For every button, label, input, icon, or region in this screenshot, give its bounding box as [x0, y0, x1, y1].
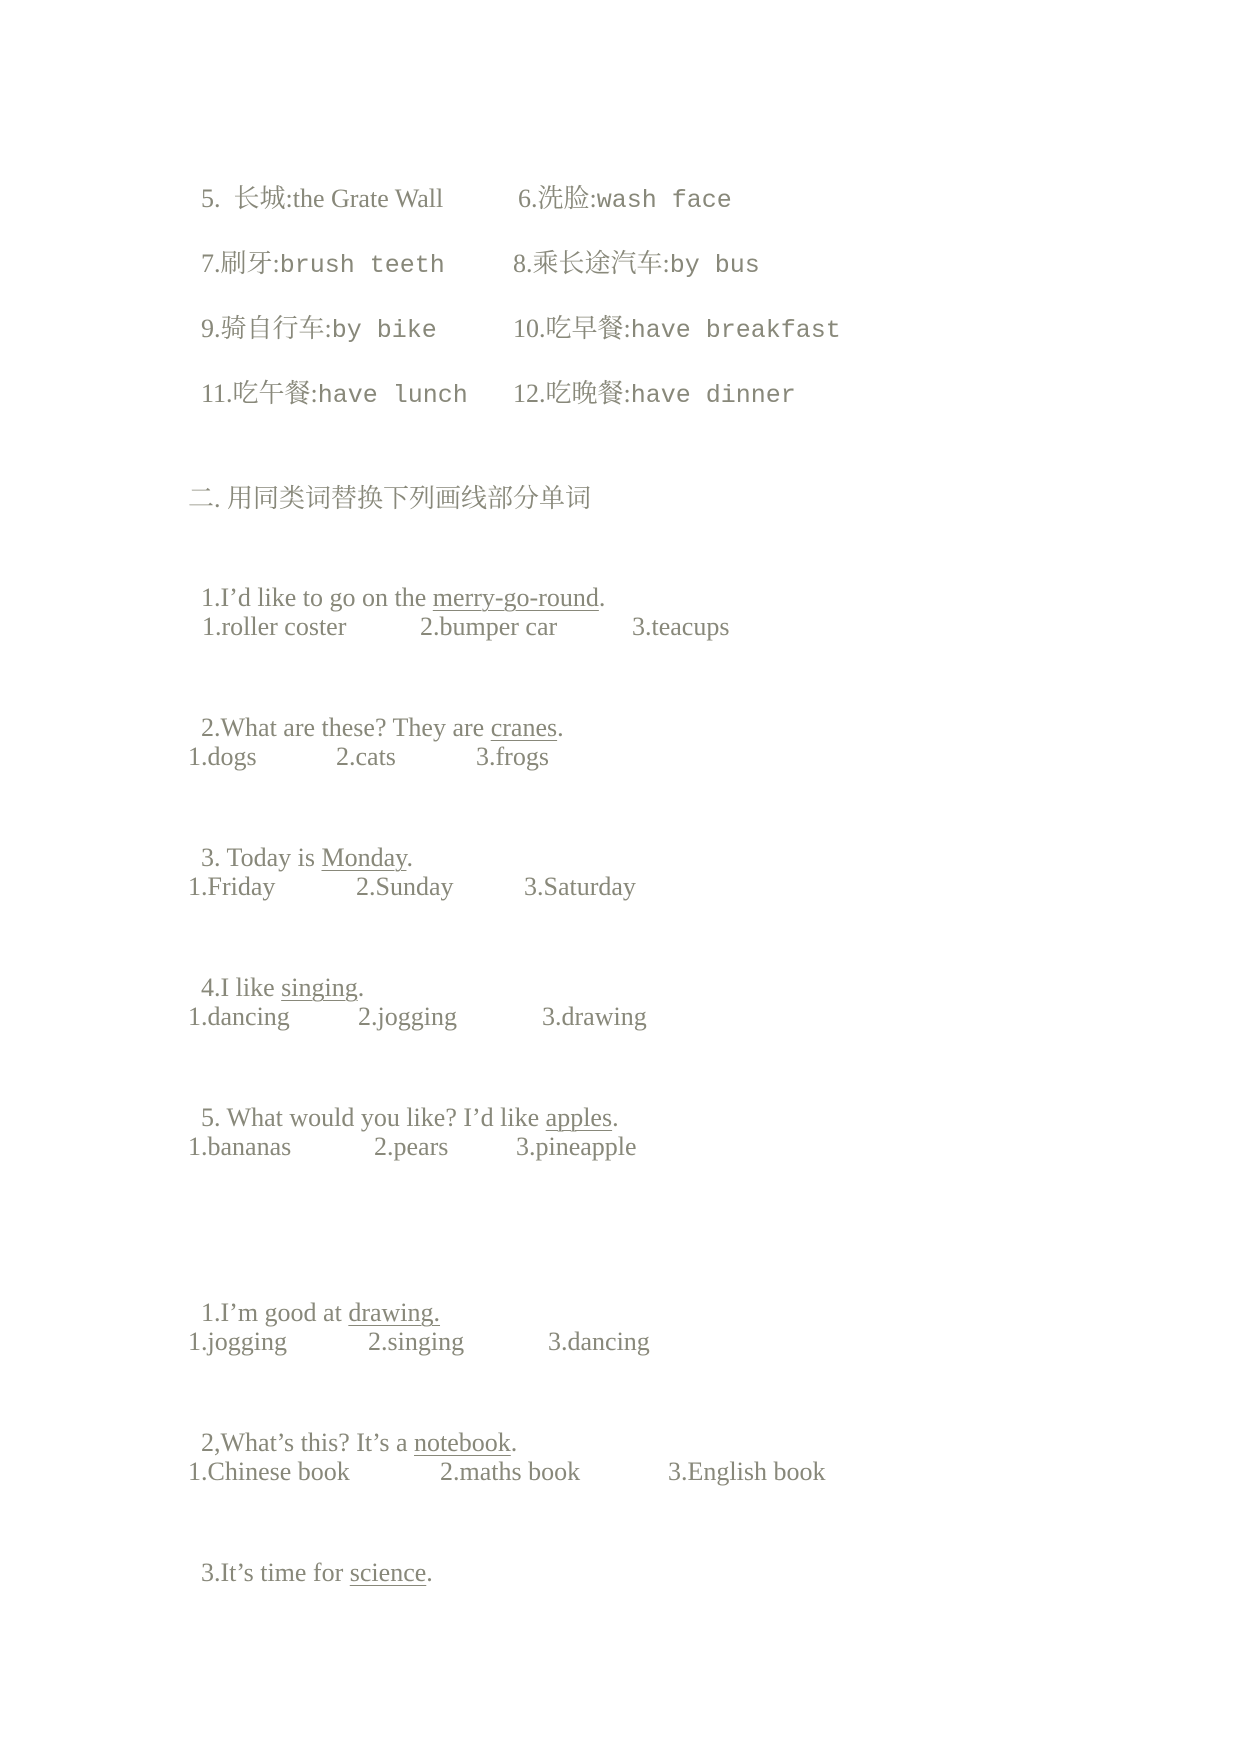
option-item: 1.Chinese book [188, 1457, 350, 1486]
vocab-en: have dinner [630, 381, 796, 410]
option-item: 2.cats [336, 742, 396, 771]
sentence-post: . [357, 973, 365, 1002]
option-item: 2.singing [368, 1327, 465, 1356]
sentence-pre: 2.What are these? They are [201, 713, 491, 742]
option-item: 1.roller coster [202, 612, 347, 641]
option-item: 3.Saturday [524, 872, 636, 901]
option-item: 3.pineapple [516, 1132, 637, 1161]
option-item: 2.pears [374, 1132, 449, 1161]
option-item: 2.maths book [440, 1457, 581, 1486]
option-item: 1.bananas [188, 1132, 292, 1161]
vocab-cn: 9.骑自行车: [201, 314, 332, 343]
sentence-post: . [406, 843, 413, 872]
option-item: 3.English book [668, 1457, 826, 1486]
vocab-row [188, 343, 468, 413]
option-item: 1.jogging [188, 1327, 287, 1356]
option-item: 3.teacups [632, 612, 730, 641]
underlined-word: apples [545, 1103, 613, 1132]
sentence-pre: 4.I like [201, 973, 282, 1002]
vocab-cn: 5. 长城: [201, 184, 293, 213]
vocab-row [188, 148, 443, 216]
vocab-en: have breakfast [630, 316, 841, 345]
option-item: 1.dancing [188, 1002, 290, 1031]
vocab-row [500, 343, 796, 413]
vocab-row [188, 213, 445, 283]
vocab-cn: 7.刷牙: [201, 249, 280, 278]
underlined-word: singing [281, 973, 358, 1002]
option-item: 2.jogging [358, 1002, 457, 1031]
vocab-en: the Grate Wall [292, 184, 444, 213]
underlined-word: Monday [321, 843, 407, 872]
exercise-sentence [188, 937, 364, 1005]
option-item: 3.frogs [476, 742, 549, 771]
option-item: 2.bumper car [420, 612, 558, 641]
vocab-row [505, 148, 732, 218]
sentence-post: . [557, 713, 564, 742]
sentence-post: . [612, 1103, 619, 1132]
underlined-word: cranes [490, 713, 558, 742]
sentence-pre: 3.It’s time for [201, 1558, 350, 1587]
underlined-word: merry-go-round [432, 583, 599, 612]
option-item: 3.dancing [548, 1327, 650, 1356]
exercise-sentence [188, 1522, 433, 1590]
exercise-sentence [188, 677, 564, 745]
vocab-row [500, 278, 841, 348]
vocab-en: by bike [331, 316, 437, 345]
vocab-cn: 12.吃晚餐: [513, 379, 631, 408]
option-item: 1.dogs [188, 742, 257, 771]
option-item: 3.drawing [542, 1002, 647, 1031]
exercise-sentence [188, 1392, 517, 1460]
sentence-post: . [510, 1428, 518, 1457]
section-heading: 二. 用同类词替换下列画线部分单词 [188, 484, 592, 513]
vocab-en: by bus [669, 251, 760, 280]
sentence-pre: 1.I’m good at [201, 1298, 349, 1327]
vocab-row [500, 213, 760, 283]
underlined-word: notebook [414, 1428, 511, 1457]
vocab-en: wash face [596, 186, 732, 215]
vocab-cn: 11.吃午餐: [201, 379, 318, 408]
sentence-post: . [426, 1558, 433, 1587]
exercise-sentence [188, 1262, 440, 1330]
exercise-sentence [188, 547, 605, 615]
vocab-en: brush teeth [279, 251, 445, 280]
vocab-cn: 10.吃早餐: [513, 314, 631, 343]
exercise-sentence [188, 807, 413, 875]
option-item: 1.Friday [188, 872, 276, 901]
underlined-word: science [349, 1558, 427, 1587]
underlined-word: drawing. [348, 1298, 441, 1327]
vocab-row [188, 278, 437, 348]
exercise-sentence [188, 1067, 619, 1135]
sentence-pre: 5. What would you like? I’d like [201, 1103, 546, 1132]
vocab-en: have lunch [317, 381, 468, 410]
sentence-pre: 1.I’d like to go on the [201, 583, 433, 612]
sentence-pre: 3. Today is [201, 843, 322, 872]
vocab-cn: 8.乘长途汽车: [513, 249, 670, 278]
option-item: 2.Sunday [356, 872, 454, 901]
vocab-cn: 6.洗脸: [518, 184, 597, 213]
sentence-post: . [598, 583, 606, 612]
sentence-pre: 2,What’s this? It’s a [201, 1428, 415, 1457]
